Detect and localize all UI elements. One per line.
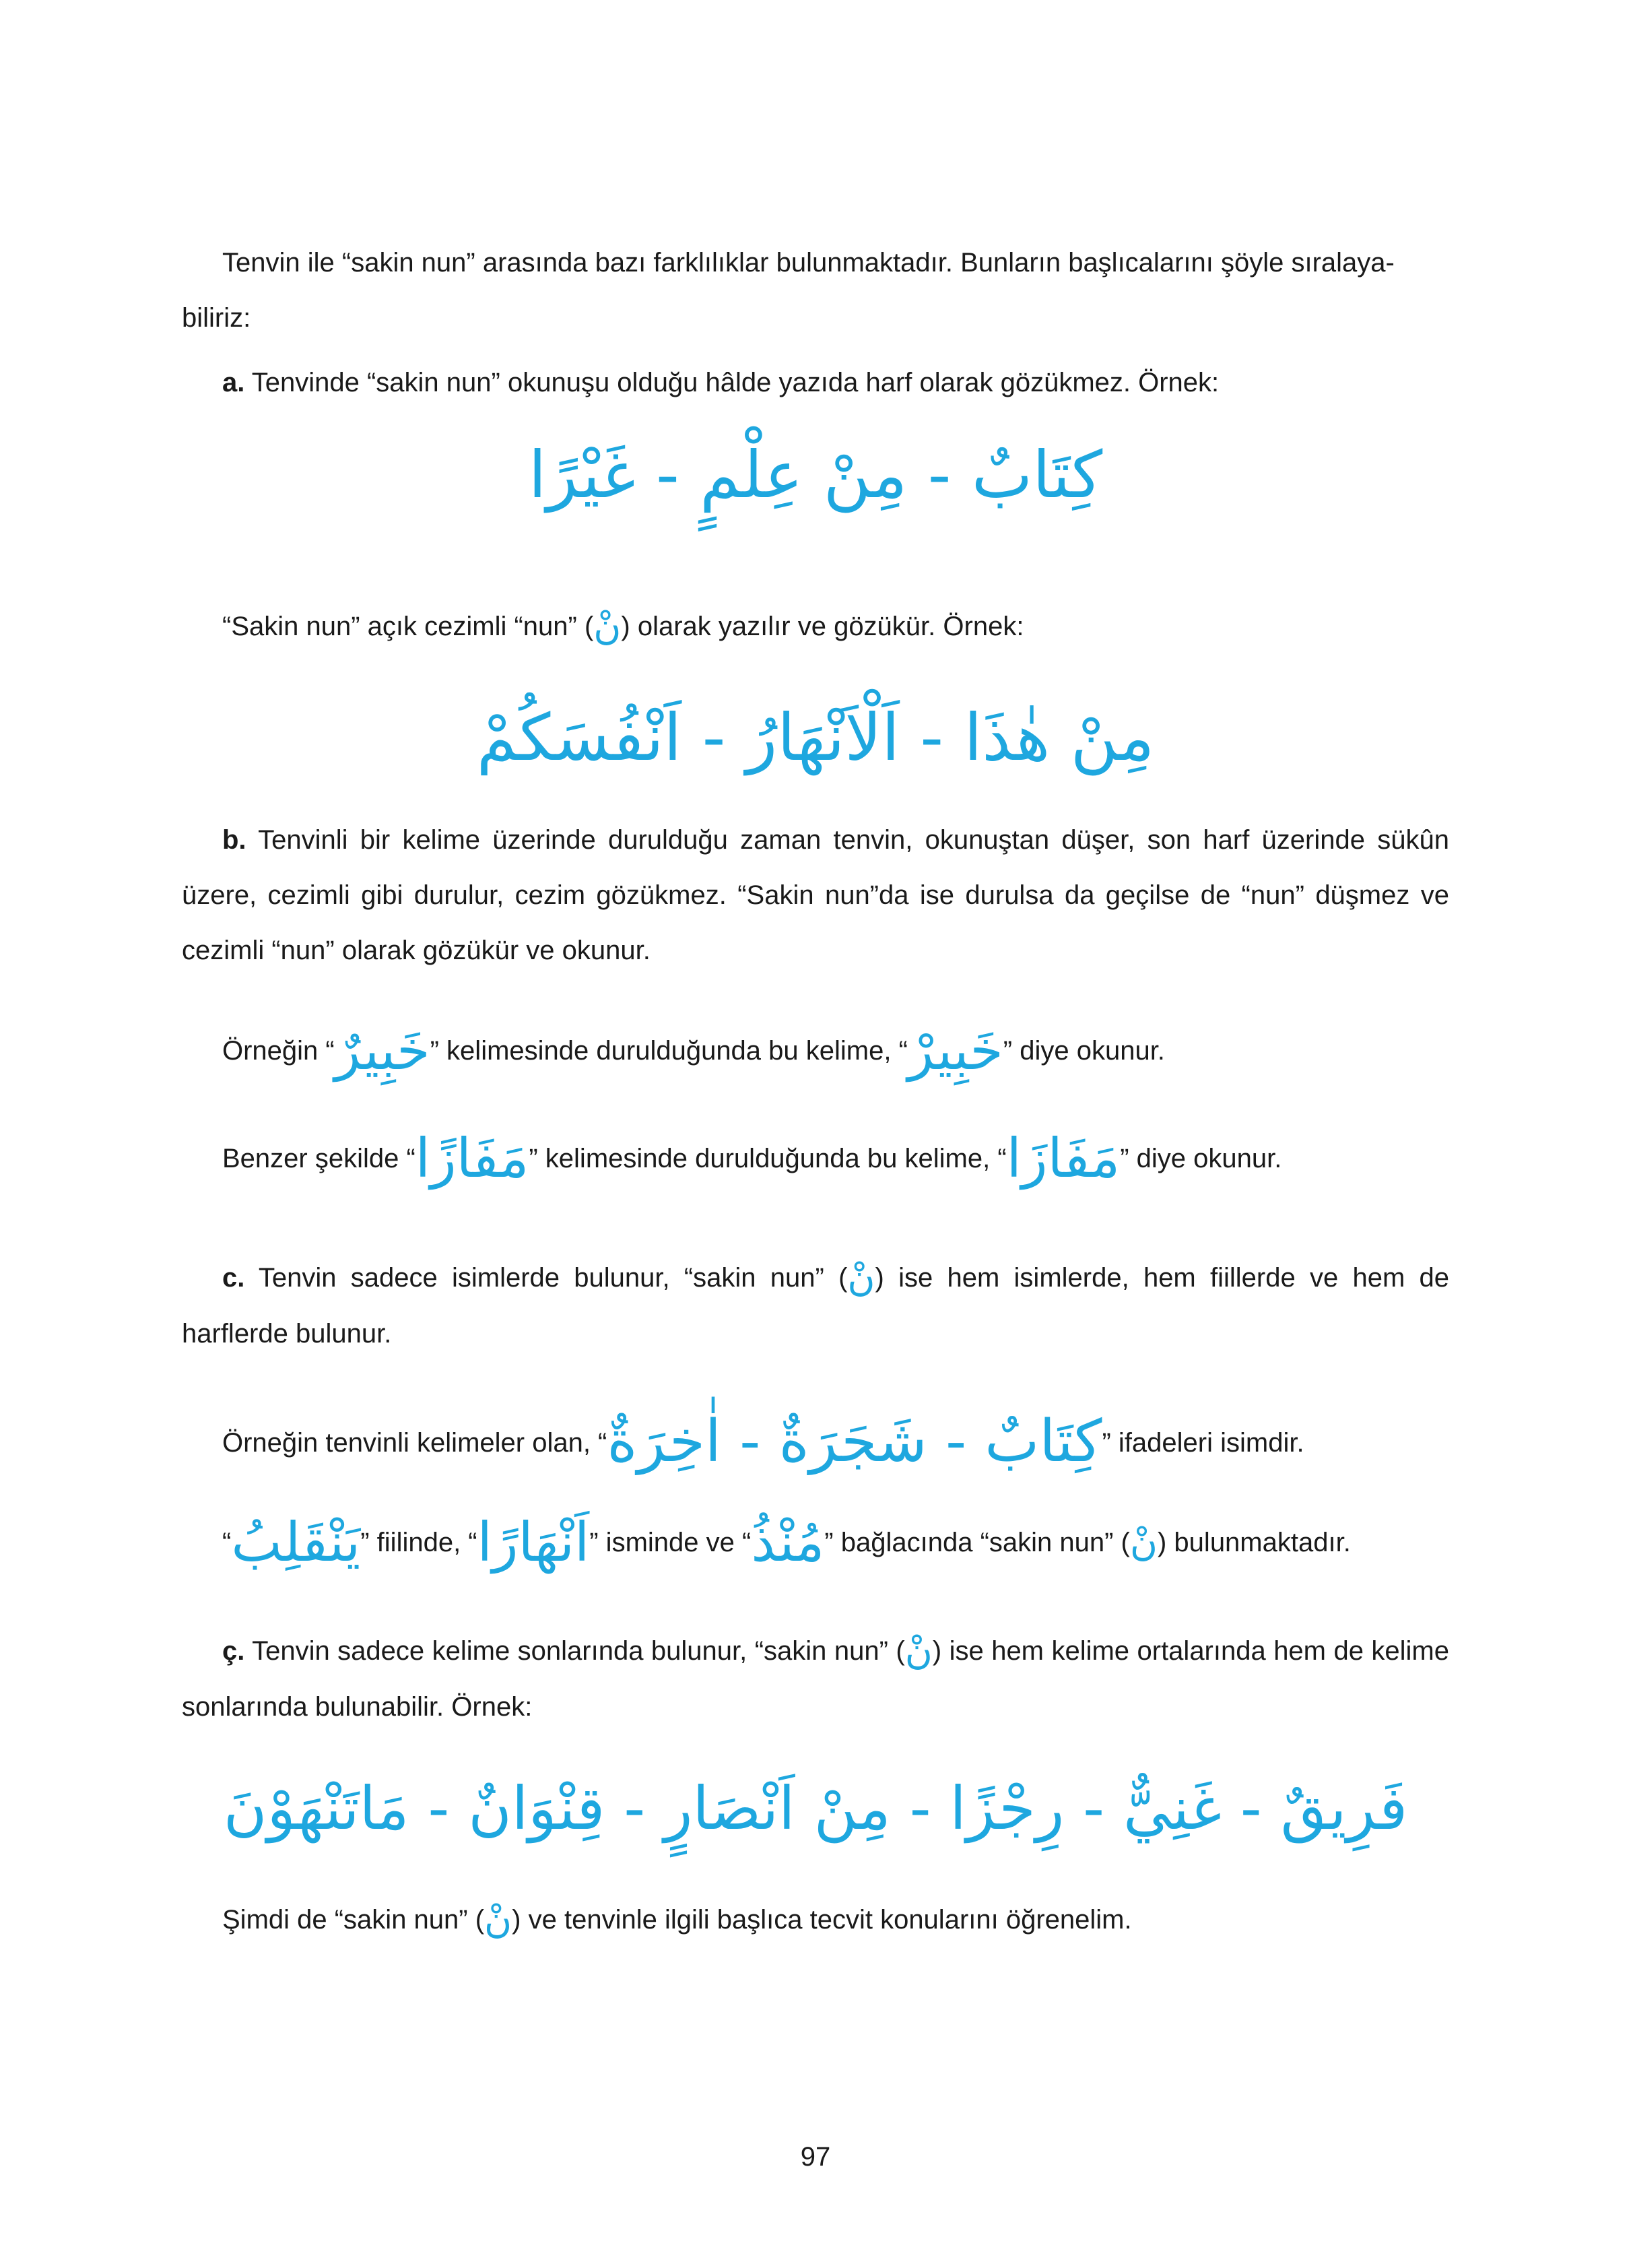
example-text: ” isminde ve “ <box>589 1528 752 1557</box>
closing-sentence <box>222 1900 1132 1941</box>
sakin-nun-glyph: نْ <box>847 1256 875 1300</box>
arabic-example-nouns: كِتَابٌ - شَجَرَةٌ - اٰخِرَةٌ <box>607 1408 1102 1475</box>
section-c-text: ) ise hem isimlerde, hem fiillerde ve hem de harflerde bulunur. <box>182 1263 1450 1349</box>
section-c-example-1 <box>222 1408 1304 1475</box>
example-text: ” kelimesinde durulduğunda bu kelime, “ <box>430 1036 908 1066</box>
arabic-word-anharan: اَنْهَارًا <box>477 1511 590 1574</box>
section-a-arabic-example: كِتَابٌ - مِنْ عِلْمٍ - غَيْرًا <box>528 437 1103 513</box>
example-text: “ <box>222 1528 232 1557</box>
section-a-note-after: ) olarak yazılır ve gözükür. Örnek: <box>621 612 1024 641</box>
section-b-marker: b. <box>222 825 246 855</box>
arabic-word-khabir: خَبِيرْ <box>907 1019 1003 1082</box>
section-b-example-2 <box>222 1127 1282 1190</box>
closing-text: ) ve tenvinle ilgili başlıca tecvit konularını öğrenelim. <box>512 1905 1132 1935</box>
section-a-arabic-example-2: مِنْ هٰذَا - اَلْاَنْهَارُ - اَنْفُسَكُمْ <box>476 700 1155 775</box>
arabic-word-mundhu: مُنْذُ <box>751 1511 825 1574</box>
section-b-text: Tenvinli bir kelime üzerinde durulduğu zaman tenvin, okunuştan düşer, son harf üzerinde sükûn üzere, cezimli gibi durulur, cezim gözükmez. “Sakin nun”da ise durulsa da geçilse de “nun” düşmez ve cezimli “nun” olarak gözükür ve okunur. <box>182 825 1449 965</box>
section-cc-text: Tenvin sadece kelime sonlarında bulunur, “sakin nun” ( <box>244 1636 905 1666</box>
example-text: ” ifadeleri isimdir. <box>1102 1428 1304 1458</box>
section-c-text: Tenvin sadece isimlerde bulunur, “sakin nun” ( <box>244 1263 848 1293</box>
section-a-text: Tenvinde “sakin nun” okunuşu olduğu hâlde yazıda harf olarak gözükmez. Örnek: <box>244 368 1220 397</box>
section-a-marker: a. <box>222 368 245 397</box>
sakin-nun-glyph: نْ <box>904 1629 933 1673</box>
arabic-word-mafazan: مَفَازًا <box>415 1127 529 1190</box>
example-text: ” bağlacında “sakin nun” ( <box>824 1528 1130 1557</box>
example-text: Örneğin tenvinli kelimeler olan, “ <box>222 1428 607 1458</box>
example-text: ” diye okunur. <box>1003 1036 1165 1066</box>
example-text: Benzer şekilde “ <box>222 1144 415 1173</box>
arabic-word-mafaza: مَفَازَا <box>1006 1127 1121 1190</box>
arabic-word-khabirun: خَبِيرٌ <box>334 1019 430 1082</box>
section-cc-text: ) ise hem kelime ortalarında hem de kelime sonlarında bulunabilir. Örnek: <box>182 1636 1449 1722</box>
section-a-note <box>222 606 1024 647</box>
example-text: ” diye okunur. <box>1120 1144 1282 1173</box>
intro-line-2: biliriz: <box>182 303 251 333</box>
section-a-paragraph <box>222 362 1219 403</box>
section-cc-arabic-example: فَرِيقٌ - غَنِيٌّ - رِجْزًا - مِنْ اَنْصَارٍ - قِنْوَانٌ - مَاتَنْهَوْنَ <box>223 1774 1408 1843</box>
section-c-paragraph <box>182 1250 1449 1361</box>
sakin-nun-glyph: نْ <box>593 605 622 649</box>
section-b-paragraph <box>182 812 1449 978</box>
example-text: Örneğin “ <box>222 1036 335 1066</box>
section-b-example-1 <box>222 1019 1165 1082</box>
example-text: ” kelimesinde durulduğunda bu kelime, “ <box>529 1144 1007 1173</box>
section-a-note-before: “Sakin nun” açık cezimli “nun” ( <box>222 612 594 641</box>
section-cc-marker: ç. <box>222 1636 245 1666</box>
sakin-nun-glyph: نْ <box>1129 1521 1158 1565</box>
example-text: ” fiilinde, “ <box>360 1528 477 1557</box>
arabic-word-yanqalibu: يَنْقَلِبُ <box>231 1511 361 1574</box>
page-number: 97 <box>800 2142 831 2172</box>
intro-line-1: Tenvin ile “sakin nun” arasında bazı farklılıklar bulunmaktadır. Bunların başlıcalarını şöyle sıralaya- <box>222 248 1395 278</box>
sakin-nun-glyph: نْ <box>484 1898 512 1942</box>
section-c-example-2 <box>222 1511 1351 1574</box>
example-text: ) bulunmaktadır. <box>1158 1528 1351 1557</box>
closing-text: Şimdi de “sakin nun” ( <box>222 1905 485 1935</box>
section-c-marker: c. <box>222 1263 245 1293</box>
section-cc-paragraph <box>182 1623 1449 1735</box>
